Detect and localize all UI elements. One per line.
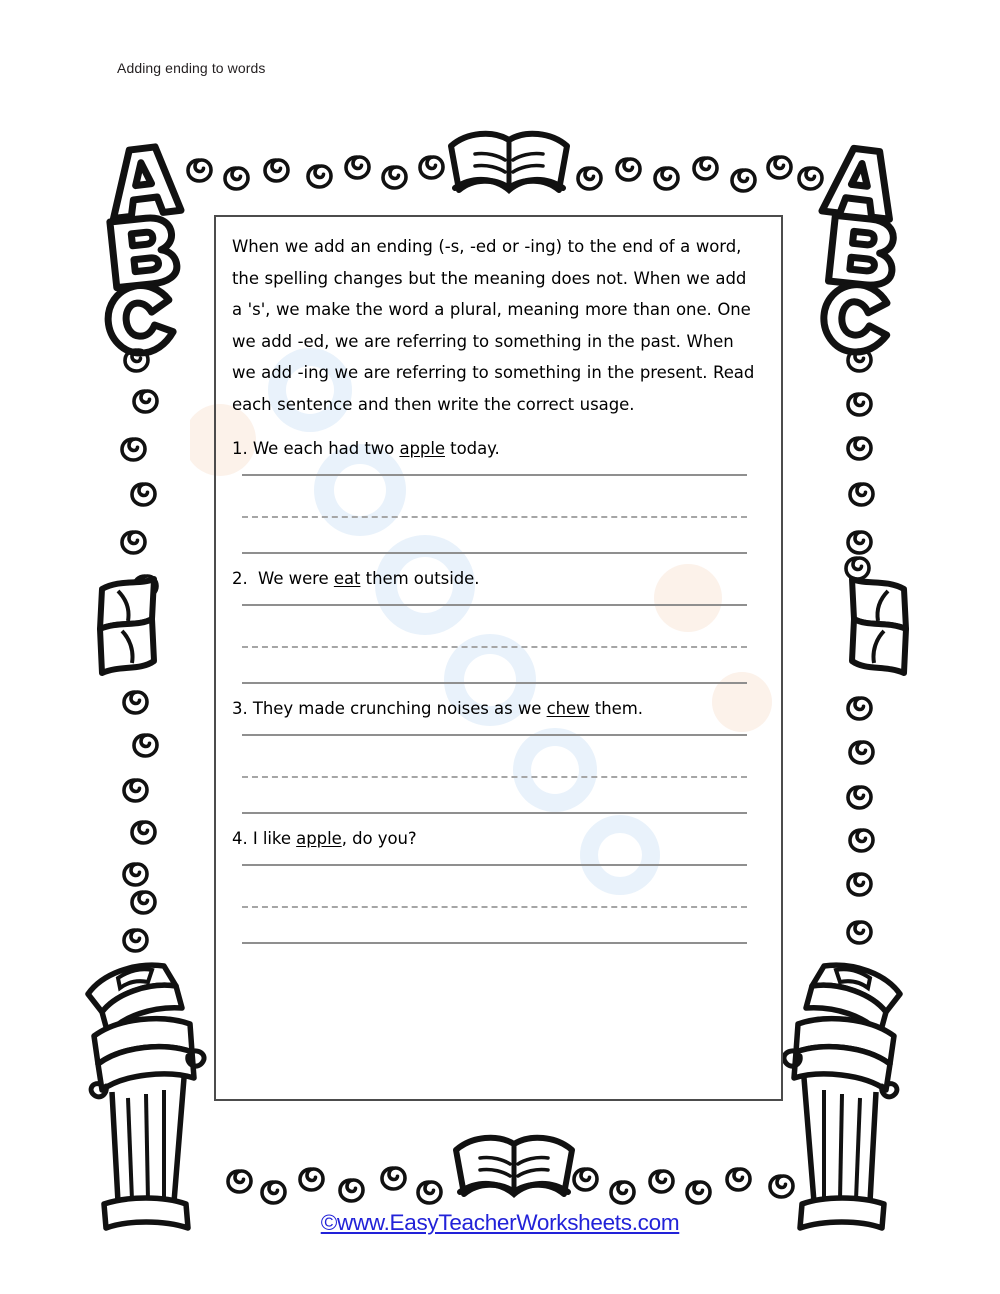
question-text	[232, 434, 757, 464]
rule-line-bottom	[242, 812, 747, 814]
rule-line-top	[242, 864, 747, 866]
question-text	[232, 824, 757, 854]
question-number: 4.	[232, 829, 248, 848]
dot-row-bottom	[228, 1168, 793, 1203]
rule-line-bottom	[242, 552, 747, 554]
answer-writing-lines[interactable]	[242, 858, 747, 950]
letters-abc-top-right	[822, 145, 898, 354]
question-number: 1.	[232, 439, 248, 458]
question-text-after: them.	[589, 699, 643, 718]
open-book-icon-top	[451, 134, 567, 190]
open-book-icon-bottom	[456, 1138, 572, 1194]
website-link[interactable]: ©www.EasyTeacherWorksheets.com	[320, 1210, 680, 1235]
rule-line-middle	[242, 646, 747, 648]
rule-line-top	[242, 604, 747, 606]
page-title: Adding ending to words	[117, 60, 266, 76]
question-number: 3.	[232, 699, 248, 718]
question-block	[232, 694, 757, 820]
answer-writing-lines[interactable]	[242, 598, 747, 690]
book-column-icon-left	[88, 965, 204, 1228]
question-text-before: We were	[247, 569, 334, 588]
answer-writing-lines[interactable]	[242, 468, 747, 560]
question-text-after: , do you?	[341, 829, 417, 848]
rule-line-middle	[242, 906, 747, 908]
rule-line-bottom	[242, 942, 747, 944]
dot-row-top	[188, 157, 822, 191]
question-text-before: They made crunching noises as we	[247, 699, 547, 718]
question-text-before: We each had two	[247, 439, 400, 458]
question-text-after: today.	[444, 439, 500, 458]
answer-writing-lines[interactable]	[242, 728, 747, 820]
question-block	[232, 564, 757, 690]
rule-line-middle	[242, 516, 747, 518]
footer	[0, 1210, 1000, 1236]
dot-column-right	[846, 350, 873, 943]
question-target-word: apple	[296, 829, 342, 848]
dot-column-left	[122, 350, 157, 951]
instructions-text: When we add an ending (-s, -ed or -ing) to the end of a word, the spelling changes but the meaning does not. When we add a 's', we make the word a plural, meaning more than one. One we add -ed, we are referring to something in the past. When we add -ing we are referring to something in the present. Read each sentence and then write the correct usage.	[232, 237, 755, 414]
question-block	[232, 824, 757, 950]
rule-line-middle	[242, 776, 747, 778]
rule-line-top	[242, 734, 747, 736]
rule-line-bottom	[242, 682, 747, 684]
worksheet-content-box	[214, 215, 783, 1101]
question-target-word: eat	[333, 569, 361, 588]
letters-abc-top-left	[105, 145, 181, 356]
wavy-paper-icon-right	[852, 579, 906, 673]
question-block	[232, 434, 757, 560]
question-number: 2.	[232, 569, 248, 588]
question-text-after: them outside.	[360, 569, 480, 588]
question-target-word: chew	[546, 699, 590, 718]
book-column-icon-right	[784, 965, 900, 1228]
question-target-word: apple	[399, 439, 445, 458]
wavy-paper-icon-left	[100, 579, 154, 673]
rule-line-top	[242, 474, 747, 476]
question-text	[232, 564, 757, 594]
question-text	[232, 694, 757, 724]
question-text-before: I like	[247, 829, 297, 848]
